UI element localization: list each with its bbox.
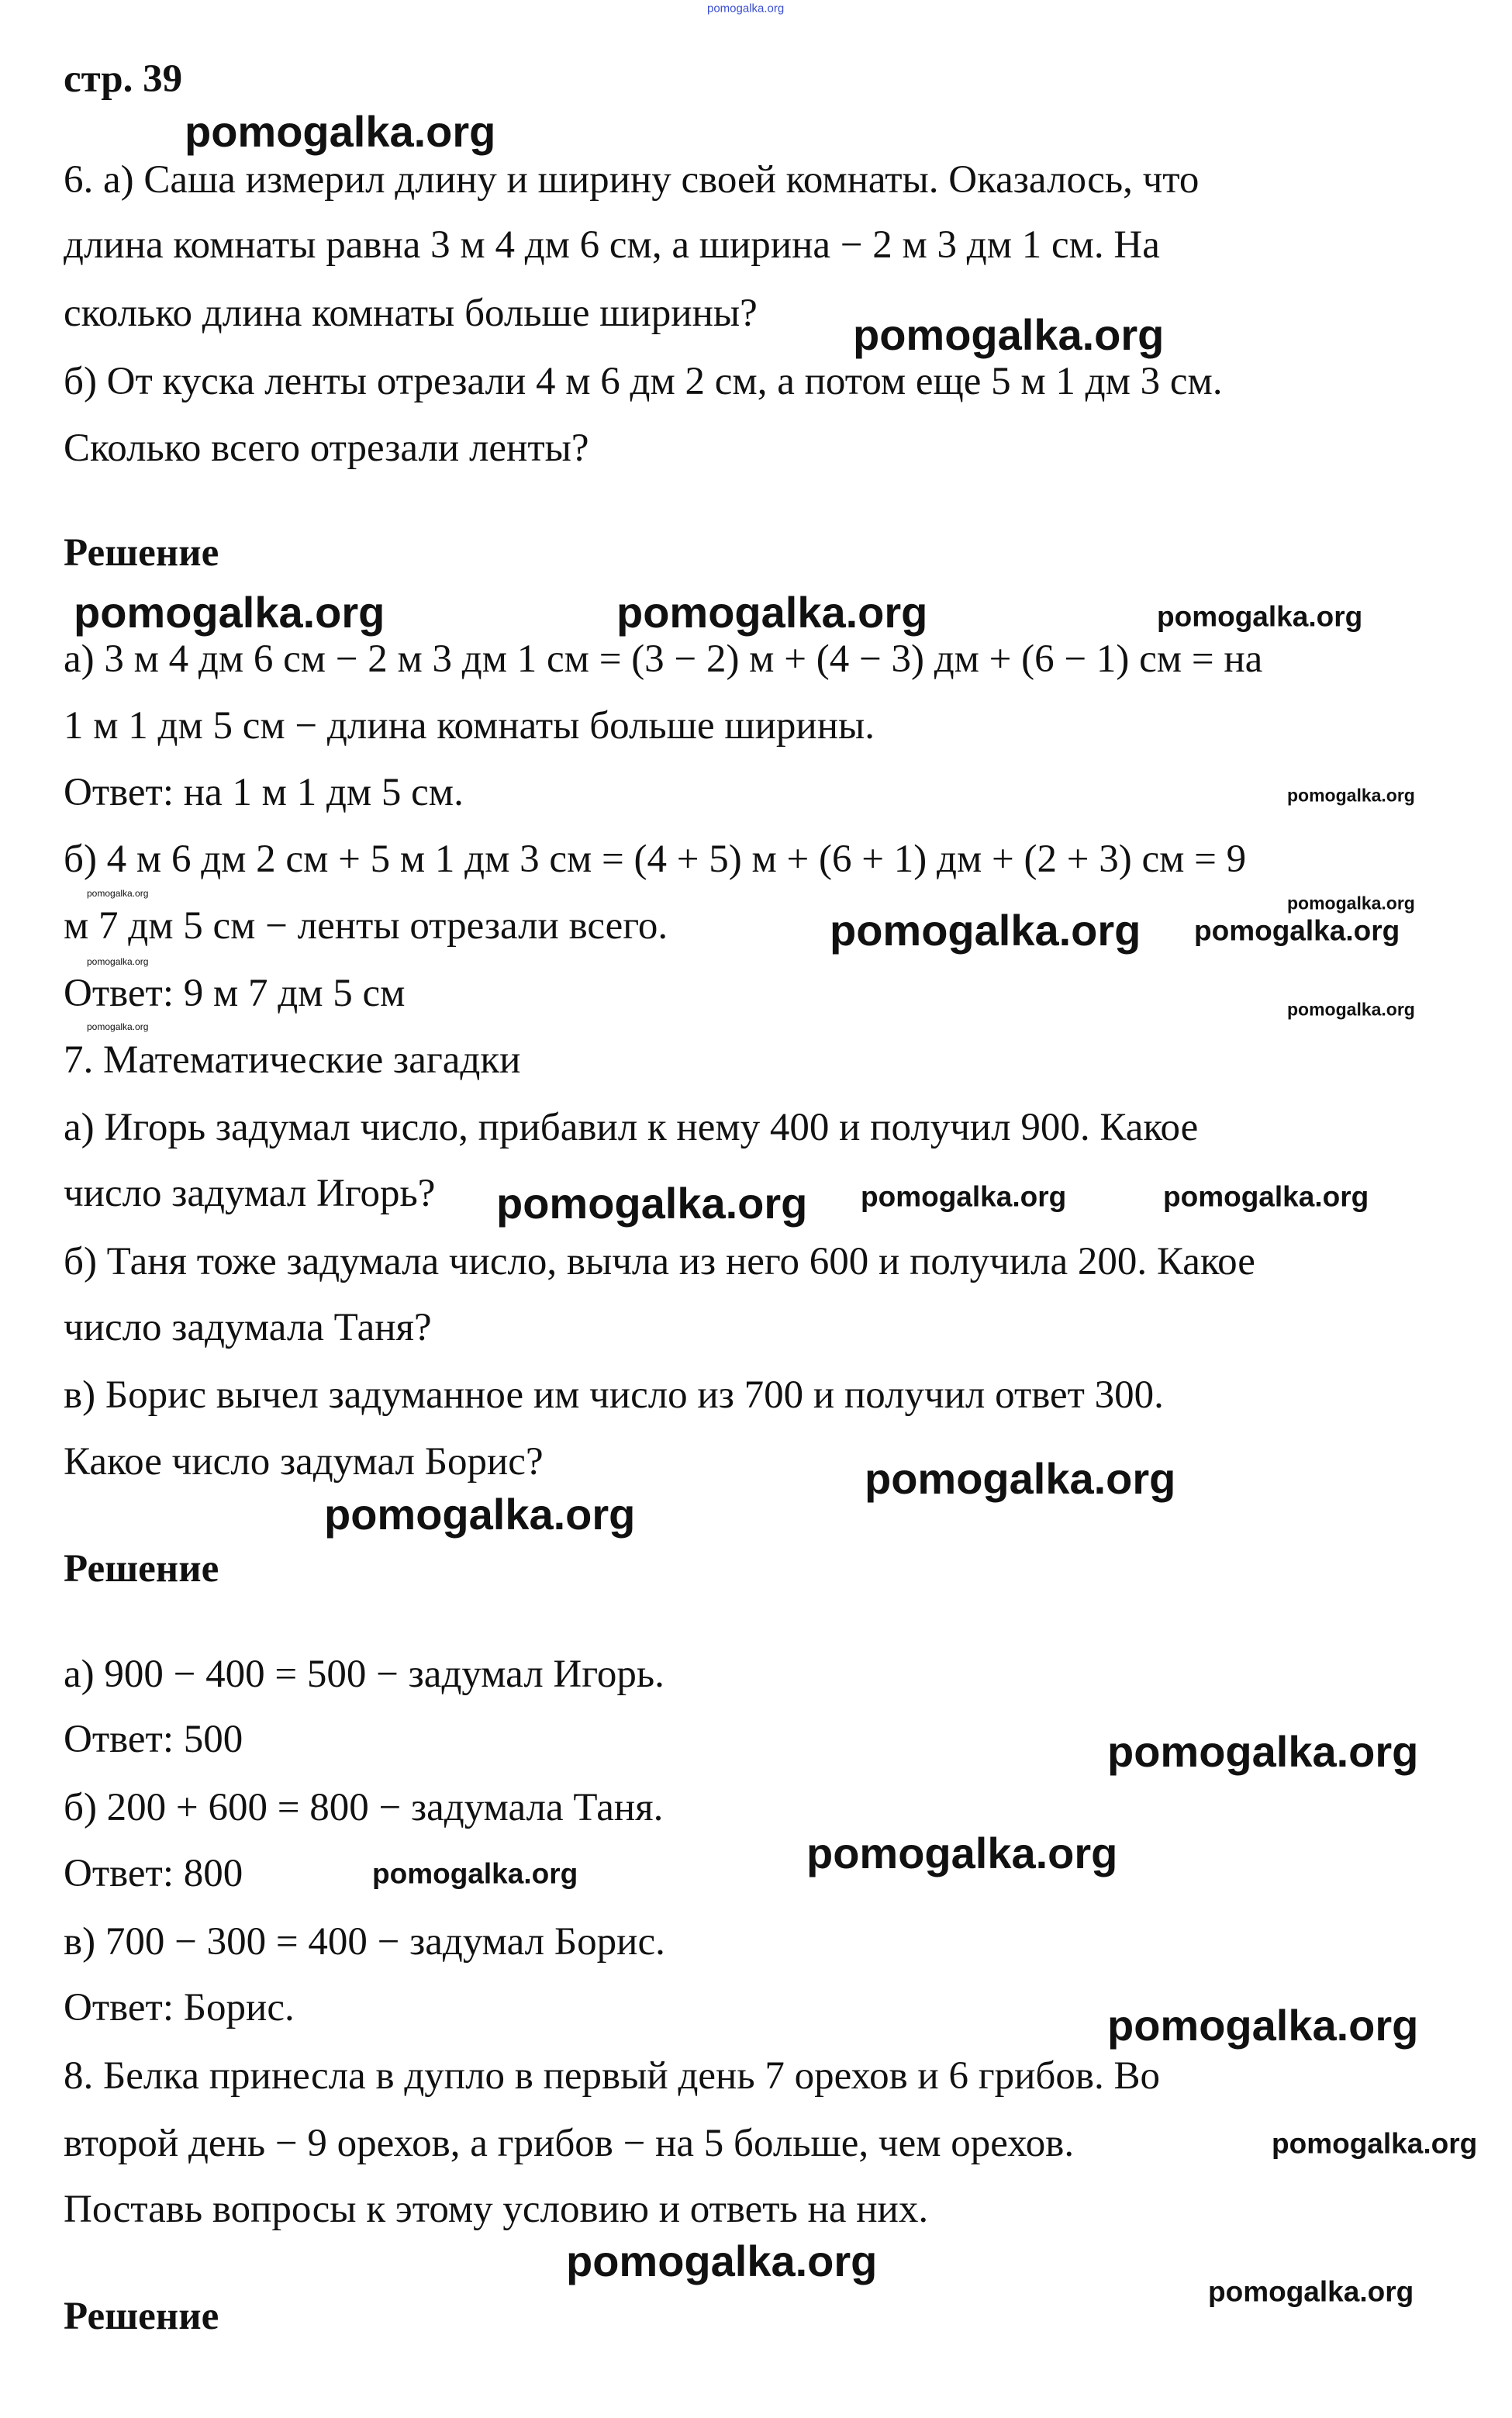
task-text-line: а) Игорь задумал число, прибавил к нему 400 и получил 900. Какое: [64, 1106, 1199, 1149]
answer-line: Ответ: 9 м 7 дм 5 см: [64, 972, 406, 1015]
task-text-line: в) Борис вычел задуманное им число из 700 и получил ответ 300.: [64, 1373, 1164, 1417]
watermark: pomogalka.org: [830, 906, 1141, 955]
watermark: pomogalka.org: [1107, 2001, 1419, 2050]
watermark: pomogalka.org: [87, 1021, 149, 1032]
solution-line: 1 м 1 дм 5 см − длина комнаты больше ширины.: [64, 704, 875, 748]
task-text-line: б) Таня тоже задумала число, вычла из него 600 и получила 200. Какое: [64, 1240, 1255, 1283]
header-watermark: pomogalka.org: [707, 2, 785, 16]
watermark: pomogalka.org: [74, 588, 385, 637]
task-text-line: б) От куска ленты отрезали 4 м 6 дм 2 см, а потом еще 5 м 1 дм 3 см.: [64, 360, 1223, 403]
task-text-line: 6. а) Саша измерил длину и ширину своей комнаты. Оказалось, что: [64, 158, 1200, 202]
watermark: pomogalka.org: [1287, 785, 1415, 806]
task-text-line: число задумала Таня?: [64, 1306, 432, 1349]
watermark: pomogalka.org: [87, 888, 149, 899]
watermark: pomogalka.org: [806, 1829, 1118, 1877]
task-text-line: длина комнаты равна 3 м 4 дм 6 см, а ширина − 2 м 3 дм 1 см. На: [64, 223, 1160, 267]
watermark: pomogalka.org: [1287, 893, 1415, 914]
watermark: pomogalka.org: [1107, 1727, 1419, 1776]
task-text-line: Какое число задумал Борис?: [64, 1440, 544, 1484]
watermark: pomogalka.org: [1208, 2275, 1414, 2308]
watermark: pomogalka.org: [861, 1180, 1067, 1213]
task-text-line: сколько длина комнаты больше ширины?: [64, 292, 758, 335]
watermark: pomogalka.org: [1272, 2127, 1478, 2160]
solution-line: м 7 дм 5 см − ленты отрезали всего.: [64, 904, 668, 948]
solution-line: б) 4 м 6 дм 2 см + 5 м 1 дм 3 см = (4 + 5) м + (6 + 1) дм + (2 + 3) см = 9: [64, 838, 1247, 881]
task-text-line: 8. Белка принесла в дупло в первый день 7 орехов и 6 грибов. Во: [64, 2054, 1160, 2098]
watermark: pomogalka.org: [865, 1454, 1176, 1503]
solution-heading: Решение: [64, 2295, 219, 2338]
solution-heading: Решение: [64, 531, 219, 575]
solution-line: а) 3 м 4 дм 6 см − 2 м 3 дм 1 см = (3 − 2) м + (4 − 3) дм + (6 − 1) см = на: [64, 637, 1263, 681]
watermark: pomogalka.org: [372, 1857, 578, 1890]
task-text-line: Сколько всего отрезали ленты?: [64, 427, 589, 470]
watermark: pomogalka.org: [1194, 914, 1400, 947]
watermark: pomogalka.org: [324, 1490, 636, 1539]
solution-heading: Решение: [64, 1547, 219, 1591]
watermark: pomogalka.org: [616, 588, 928, 637]
watermark: pomogalka.org: [185, 107, 496, 156]
watermark: pomogalka.org: [87, 956, 149, 967]
task-text-line: второй день − 9 орехов, а грибов − на 5 больше, чем орехов.: [64, 2122, 1075, 2165]
answer-line: Ответ: 800: [64, 1852, 243, 1895]
task-title: 7. Математические загадки: [64, 1038, 521, 1082]
answer-line: Ответ: 500: [64, 1718, 243, 1761]
watermark: pomogalka.org: [496, 1179, 808, 1228]
solution-line: б) 200 + 600 = 800 − задумала Таня.: [64, 1786, 664, 1829]
watermark: pomogalka.org: [853, 310, 1165, 359]
answer-line: Ответ: Борис.: [64, 1986, 295, 2029]
watermark: pomogalka.org: [566, 2237, 878, 2285]
solution-line: в) 700 − 300 = 400 − задумал Борис.: [64, 1920, 665, 1964]
watermark: pomogalka.org: [1157, 600, 1363, 633]
answer-line: Ответ: на 1 м 1 дм 5 см.: [64, 771, 464, 814]
solution-line: а) 900 − 400 = 500 − задумал Игорь.: [64, 1653, 665, 1696]
task-text-line: число задумал Игорь?: [64, 1172, 436, 1215]
page-label: стр. 39: [64, 57, 183, 101]
watermark: pomogalka.org: [1287, 999, 1415, 1020]
task-text-line: Поставь вопросы к этому условию и ответь на них.: [64, 2188, 929, 2231]
watermark: pomogalka.org: [1163, 1180, 1369, 1213]
